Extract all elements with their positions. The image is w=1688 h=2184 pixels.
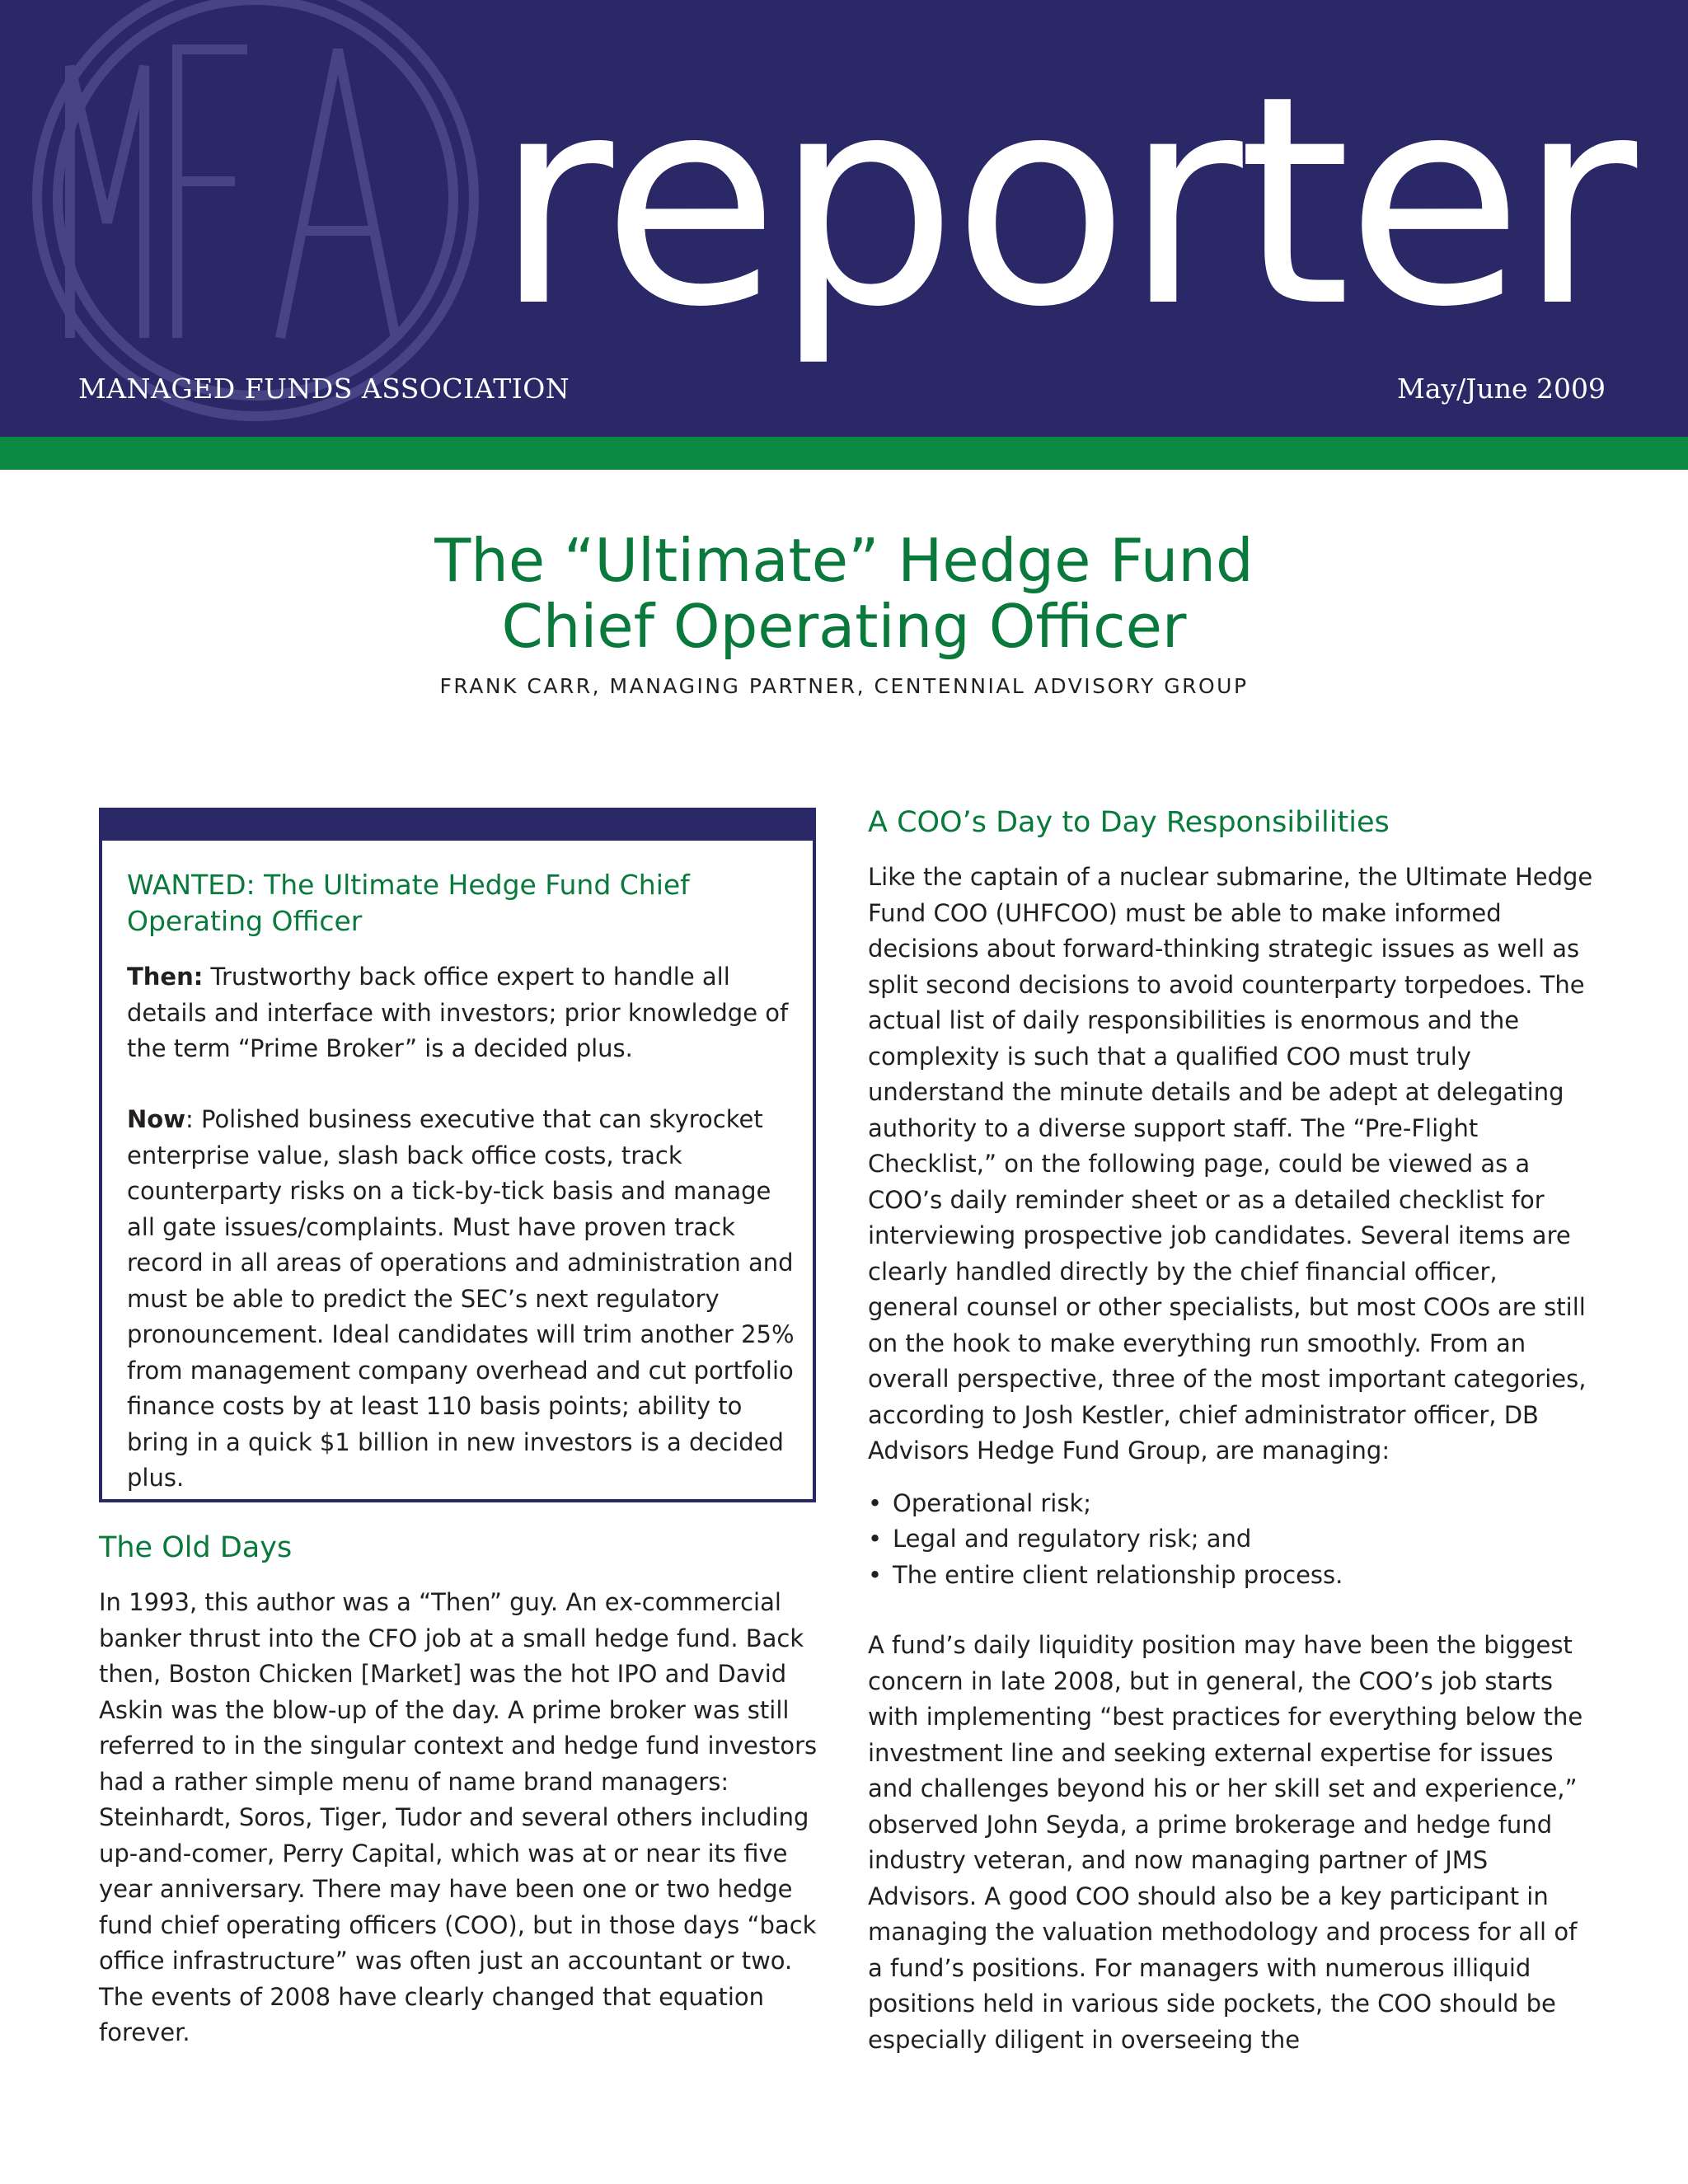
responsibilities-body-1: Like the captain of a nuclear submarine, the Ultimate Hedge Fund COO (UHFCOO) must be able to make informed decisions about forward-thinking strategic issues as well as split second decisions to avoid counterparty torpedoes. The actual list of daily responsibilities is enormous and the complexity is such that a qualified COO must truly understand the minute details and be adept at delegating authority to a diverse support staff. The “Pre-Flight Checklist,” on the following page, could be viewed as a COO’s daily reminder sheet or as a detailed checklist for interviewing prospective job candidates. Several items are clearly handled directly by the chief financial officer, general counsel or other specialists, but most COOs are still on the hook to make everything run smoothly. From an overall perspective, three of the most important categories, according to Josh Kestler, chief administrator officer, DB Advisors Hedge Fund Group, are managing: — [868, 863, 1593, 1465]
responsibilities-heading: A COO’s Day to Day Responsibilities — [868, 806, 1390, 839]
wanted-sidebar — [99, 808, 816, 1502]
responsibilities-section — [868, 804, 1593, 2058]
mfa-logo — [0, 0, 544, 437]
headline-line-1: The “Ultimate” Hedge Fund — [434, 526, 1254, 595]
org-name: MANAGED FUNDS ASSOCIATION — [78, 373, 570, 405]
byline: FRANK CARR, MANAGING PARTNER, CENTENNIAL ADVISORY GROUP — [439, 674, 1249, 698]
old-days-body: In 1993, this author was a “Then” guy. An ex-commercial banker thrust into the CFO job at a small hedge fund. Back then, Boston Chicken [Market] was the hot IPO and David Askin was the blow-up of the day. A prime broker was still referred to in the singular context and hedge fund investors had a rather simple menu of name brand managers: Steinhardt, Soros, Tiger, Tudor and several others including up-and-comer, Perry Capital, which was at or near its five year anniversary. There may have been one or two hedge fund chief operating officers (COO), but in those days “back office infrastructure” was often just an accountant or two. The events of 2008 have clearly changed that equation forever. — [99, 1588, 818, 2046]
bullet-item: • Operational risk; — [868, 1488, 1092, 1517]
issue-date: May/June 2009 — [1397, 373, 1606, 405]
masthead — [0, 0, 1688, 437]
now-label: Now — [127, 1105, 185, 1133]
old-days-heading: The Old Days — [99, 1531, 293, 1564]
responsibilities-body-2: A fund’s daily liquidity position may have been the biggest concern in late 2008, but in general, the COO’s job starts with implementing “best practices for everything below the investment line and seeking external expertise for issues and challenges beyond his or her skill set and experience,” observed John Seyda, a prime brokerage and hedge fund industry veteran, and now managing partner of JMS Advisors. A good COO should also be a key participant in managing the valuation methodology and process for all of a fund’s positions. For managers with numerous illiquid positions held in various side pockets, the COO should be especially diligent in overseeing the — [868, 1631, 1583, 2054]
sidebar-then-paragraph — [127, 959, 795, 1067]
masthead-title: reporter — [495, 34, 1633, 370]
green-divider-bar — [0, 437, 1688, 470]
bullet-item: • The entire client relationship process. — [868, 1560, 1343, 1589]
sidebar-title: WANTED: The Ultimate Hedge Fund Chief Operating Officer — [127, 869, 690, 937]
responsibilities-bullet-list — [868, 1486, 1593, 1594]
article-headline — [0, 527, 1688, 659]
then-label: Then: — [127, 963, 204, 991]
then-text: Trustworthy back office expert to handle all details and interface with investors; prior knowledge of the term “Prime Broker” is a decided plus. — [127, 963, 789, 1062]
bullet-item: • Legal and regulatory risk; and — [868, 1525, 1252, 1553]
headline-line-2: Chief Operating Officer — [501, 592, 1187, 661]
sidebar-top-bar — [102, 811, 813, 841]
now-text: : Polished business executive that can skyrocket enterprise value, slash back office costs, track counterparty risks on a tick-by-tick basis and manage all gate issues/complaints. Must have proven track record in all areas of operations and administration and must be able to predict the SEC’s next regulatory pronouncement. Ideal candidates will trim another 25% from management company overhead and cut portfolio finance costs by at least 110 basis points; ability to bring in a quick $1 billion in new investors is a decided plus. — [127, 1105, 795, 1492]
sidebar-now-paragraph — [127, 1102, 795, 1497]
old-days-section — [99, 1529, 824, 2051]
